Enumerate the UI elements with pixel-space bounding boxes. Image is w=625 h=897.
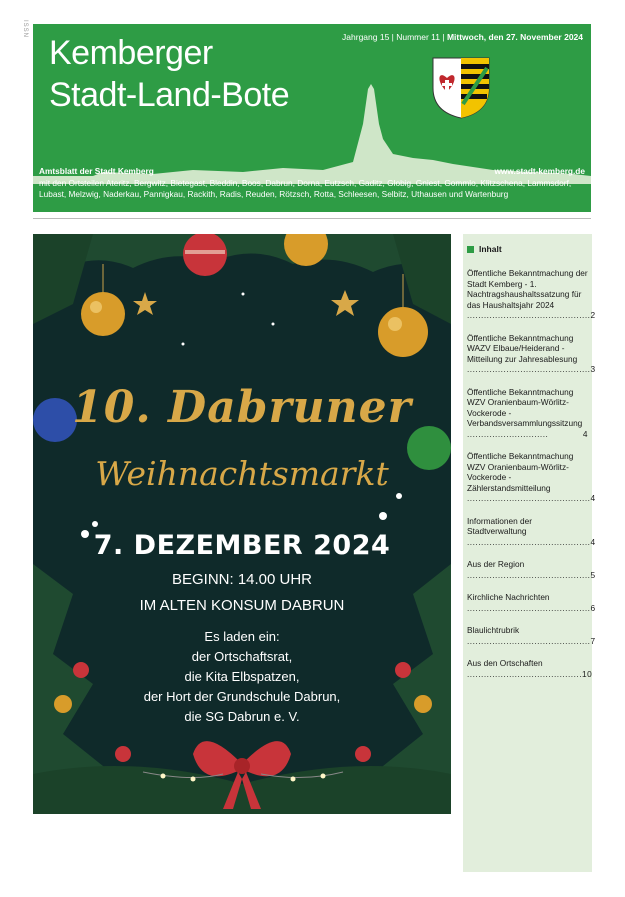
poster-decoration (33, 234, 451, 814)
invite-line: die Kita Elbspatzen, (184, 669, 300, 684)
dot-leader: ............................. (467, 428, 549, 439)
toc-item[interactable] (467, 387, 588, 440)
toc-item-title: Öffentliche Bekanntmachung WZV Oranienbaum-Wörlitz-Vockerode - Verbandsversammlungssitzung (467, 386, 583, 428)
toc-item-page: 7 (590, 635, 596, 646)
toc-item-title: Aus der Region (467, 559, 525, 569)
invite-line: der Ortschaftsrat, (191, 649, 293, 664)
toc-item-page: 4 (590, 493, 596, 503)
toc-item[interactable] (467, 625, 596, 646)
town-list: mit den Ortsteilen Ateritz, Bergwitz, Bietegast, Bleddin, Boos, Dabrun, Dorna, Eutzsch, Gaditz, Globig, Gniest, Gommlo, Klitzschena, Lammsdorf, Lubast, Melzwig, Naderkau, Pannigkau, Rackith, Radis, Reuden, Rötzsch, Rotta, Schleesen, Selbitz, Uthausen und Wartenburg (39, 178, 572, 199)
toc-item-page: 5 (590, 569, 596, 580)
toc-item-title: Informationen der Stadtverwaltung (467, 515, 533, 536)
event-start: BEGINN: 14.00 UHR (171, 571, 313, 588)
dot-leader: ............................................ (467, 569, 591, 580)
toc-item-page: 6 (590, 602, 596, 613)
masthead-title (49, 32, 289, 116)
toc-heading-label: Inhalt (479, 244, 502, 254)
issue-date: Mittwoch, den 27. November 2024 (446, 32, 583, 42)
toc-item[interactable] (467, 451, 596, 504)
poster-title-2: Weihnachtsmarkt (95, 454, 389, 493)
event-date: 7. DEZEMBER 2024 (93, 530, 391, 561)
masthead-footer (33, 166, 591, 200)
issue-info (342, 32, 583, 42)
coat-of-arms-icon (431, 54, 491, 120)
event-location: IM ALTEN KONSUM DABRUN (139, 597, 345, 614)
poster-title-1: 10. Dabruner (72, 382, 412, 433)
dot-leader: ............................................ (467, 602, 591, 613)
toc-item[interactable] (467, 559, 596, 580)
masthead (33, 24, 591, 212)
dot-leader: ............................................ (467, 364, 591, 374)
christmas-market-poster (33, 234, 451, 814)
toc-item-page: 10 (582, 668, 593, 679)
subtitle: Amtsblatt der Stadt Kemberg (39, 166, 154, 176)
square-bullet-icon (467, 246, 474, 253)
toc-item[interactable] (467, 515, 596, 548)
dot-leader: ............................................ (467, 536, 591, 547)
toc-item[interactable] (467, 332, 596, 375)
toc-item[interactable] (467, 268, 596, 321)
toc-item-title: Kirchliche Nachrichten (467, 592, 550, 602)
toc-item[interactable] (467, 658, 593, 679)
toc-item-title: Aus den Ortschaften (467, 658, 543, 668)
divider (33, 218, 591, 219)
title-line-2: Stadt-Land-Bote (49, 76, 290, 114)
toc-item-page: 4 (582, 428, 588, 439)
issue-number: Jahrgang 15 | Nummer 11 | (342, 32, 445, 42)
toc-item-title: Öffentliche Bekanntmachung der Stadt Kemberg - 1. Nachtragshaushaltssatzung für das Haushaltsjahr 2024 (467, 268, 588, 310)
toc-item-title: Öffentliche Bekanntmachung WAZV Elbaue/Heiderand - Mitteilung zur Jahresablesung (467, 332, 578, 364)
toc-item-page: 4 (590, 536, 596, 547)
toc-item-title: Blaulichtrubrik (467, 625, 520, 635)
dot-leader: ............................................ (467, 310, 591, 320)
issn-code: ISSN (22, 20, 28, 39)
toc-heading (467, 244, 588, 254)
website-link[interactable]: www.stadt-kemberg.de (494, 166, 585, 176)
invite-line: die SG Dabrun e. V. (184, 709, 300, 724)
toc-item-page: 3 (590, 364, 596, 374)
toc-item[interactable] (467, 592, 596, 613)
table-of-contents (463, 234, 596, 872)
title-line-1: Kemberger (49, 34, 213, 72)
dot-leader: ......................................... (467, 668, 583, 679)
toc-item-page: 2 (590, 310, 596, 320)
dot-leader: ............................................ (467, 493, 591, 503)
invite-line: Es laden ein: (204, 629, 280, 644)
invite-line: der Hort der Grundschule Dabrun, (143, 689, 341, 704)
toc-item-title: Öffentliche Bekanntmachung WZV Oranienbaum-Wörlitz-Vockerode - Zählerstandsmitteilung (467, 451, 574, 493)
dot-leader: ............................................ (467, 635, 591, 646)
